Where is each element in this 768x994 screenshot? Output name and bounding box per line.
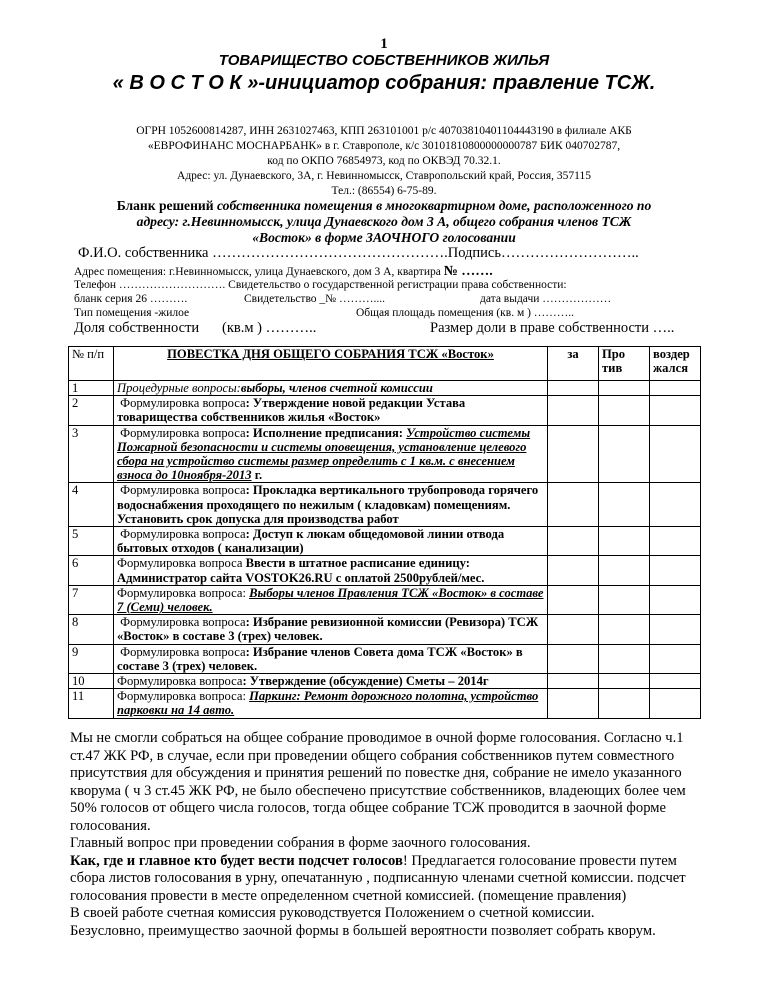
vote-for-cell[interactable] — [548, 381, 599, 396]
vote-for-cell[interactable] — [548, 527, 599, 556]
agenda-item: Формулировка вопроса: Выборы членов Правления ТСЖ «Восток» в составе 7 (Семи) человек. — [114, 585, 548, 614]
vote-for-cell[interactable] — [548, 396, 599, 425]
row-number: 6 — [69, 556, 114, 585]
agenda-row — [69, 556, 701, 585]
row-number: 1 — [69, 381, 114, 396]
row-number: 3 — [69, 425, 114, 483]
col-number-header: № п/п — [69, 347, 114, 381]
vote-abstain-cell[interactable] — [650, 425, 701, 483]
vote-abstain-cell[interactable] — [650, 381, 701, 396]
vote-against-cell[interactable] — [599, 689, 650, 718]
agenda-row — [69, 396, 701, 425]
vote-abstain-cell[interactable] — [650, 674, 701, 689]
apartment-number: № ……. — [443, 264, 493, 279]
paragraph-main-question: Главный вопрос при проведении собрания в форме заочного голосования. — [70, 835, 531, 851]
agenda-row — [69, 527, 701, 556]
vote-for-cell[interactable] — [548, 425, 599, 483]
paragraph-quorum: Мы не смогли собраться на общее собрание проводимое в очной форме голосования. Согласно ч.1 ст.47 ЖК РФ, в случае, если при проведении общего собрания собственников путем совместного присутствия для обсуждения и принятия решений по повестке дня, собрание не имело указанного кворума ( ч 3 ст.45 ЖК РФ, не было обеспечено присутствие собственников, владеющих более чем 50% голосов от общего числа голосов, тогда общее собрание ТСЖ проводится в заочной форме голосования. — [70, 730, 686, 834]
blank-series-field: бланк серия 26 ………. — [74, 293, 188, 305]
row-number: 7 — [69, 585, 114, 614]
agenda-item: Формулировка вопроса: Доступ к люкам общедомовой линии отвода бытовых отходов ( канализации) — [114, 527, 548, 556]
certificate-number-field: Свидетельство _№ ……….... — [244, 293, 386, 305]
form-title-rest: собственника помещения в многоквартирном доме, расположенного по — [213, 198, 652, 213]
ownership-share-unit: (кв.м ) ……….. — [222, 320, 317, 336]
agenda-row — [69, 381, 701, 396]
vote-for-cell[interactable] — [548, 585, 599, 614]
row-number: 11 — [69, 689, 114, 718]
vote-abstain-cell[interactable] — [650, 689, 701, 718]
requisites-line-1: ОГРН 1052600814287, ИНН 2631027463, КПП 263101001 р/с 40703810401104443190 в филиале АКБ — [136, 125, 632, 137]
agenda-row — [69, 644, 701, 673]
vote-against-cell[interactable] — [599, 585, 650, 614]
form-title-lead: Бланк решений — [116, 198, 214, 213]
vote-against-cell[interactable] — [599, 615, 650, 644]
address-field — [74, 264, 493, 280]
row-number: 5 — [69, 527, 114, 556]
col-agenda-header: ПОВЕСТКА ДНЯ ОБЩЕГО СОБРАНИЯ ТСЖ «Восток» — [114, 347, 548, 381]
paragraph-commission: В своей работе счетная комиссия руководствуется Положением о счетной комиссии. — [70, 905, 595, 921]
requisites-line-3: код по ОКПО 76854973, код по ОКВЭД 70.32.1. — [267, 155, 501, 167]
agenda-item: Формулировка вопроса: Паркинг: Ремонт дорожного полотна, устройство парковки на 14 авто. — [114, 689, 548, 718]
issue-date-field: дата выдачи ……………… — [480, 293, 612, 305]
row-number: 8 — [69, 615, 114, 644]
agenda-item: Формулировка вопроса: Прокладка вертикального трубопровода горячего водоснабжения проходящего по нежилым ( кладовкам) помещениям. Установить срок допуска для производства работ — [114, 483, 548, 527]
organization-subtitle: « В О С Т О К »-инициатор собрания: правление ТСЖ. — [112, 72, 656, 94]
form-title-line-2: адресу: г.Невинномысск, улица Дунаевского дом 3 А, общего собрания членов ТСЖ — [136, 214, 632, 229]
row-number: 2 — [69, 396, 114, 425]
vote-against-cell[interactable] — [599, 483, 650, 527]
ownership-share-field: Доля собственности — [74, 320, 200, 336]
vote-abstain-cell[interactable] — [650, 644, 701, 673]
requisites-line-4: Адрес: ул. Дунаевского, 3А, г. Невинномысск, Ставропольский край, Россия, 357115 — [177, 170, 591, 182]
owner-name-signature-line: Ф.И.О. собственника ………………………………………….Подпись……………………….. — [78, 245, 639, 261]
vote-against-cell[interactable] — [599, 527, 650, 556]
requisites-line-5: Тел.: (86554) 6-75-89. — [331, 185, 437, 197]
vote-for-cell[interactable] — [548, 556, 599, 585]
page-number: 1 — [380, 36, 388, 52]
vote-abstain-cell[interactable] — [650, 483, 701, 527]
row-number: 9 — [69, 644, 114, 673]
agenda-item: Формулировка вопроса: Избрание ревизионной комиссии (Ревизора) ТСЖ «Восток» в составе 3 (трех) человек. — [114, 615, 548, 644]
col-abstain-header: воздер жался — [650, 347, 701, 381]
form-title-line-3: «Восток» в форме ЗАОЧНОГО голосовании — [252, 230, 516, 245]
vote-abstain-cell[interactable] — [650, 556, 701, 585]
agenda-item: Формулировка вопроса: Исполнение предписания: Устройство системы Пожарной безопасности и системы оповещения, установление целевого сбора на устройство системы размер определить с 1 кв.м. с внесением взноса до 10ноября-2013 г. — [114, 425, 548, 483]
vote-against-cell[interactable] — [599, 556, 650, 585]
phone-field: Телефон ………………………. Свидетельство о государственной регистрации права собственности: — [74, 279, 567, 291]
agenda-row — [69, 483, 701, 527]
agenda-table — [68, 346, 701, 719]
agenda-row — [69, 615, 701, 644]
address-label: Адрес помещения: г.Невинномысск, улица Дунаевского, дом 3 А, квартира — [74, 266, 441, 278]
agenda-item: Формулировка вопроса: Утверждение новой редакции Устава товарищества собственников жилья «Восток» — [114, 396, 548, 425]
vote-against-cell[interactable] — [599, 381, 650, 396]
vote-abstain-cell[interactable] — [650, 527, 701, 556]
agenda-item: Формулировка вопроса: Избрание членов Совета дома ТСЖ «Восток» в составе 3 (трех) человек. — [114, 644, 548, 673]
paragraph-vote-counting: Как, где и главное кто будет вести подсчет голосов! Предлагается голосование провести путем сбора листов голосования в урну, опечатанную , подписанную членами счетной комиссии. подсчет голосования провести в месте определенном счетной комиссией. (помещение правления) — [70, 852, 686, 904]
form-title — [0, 198, 768, 214]
paragraph-advantage: Безусловно, преимущество заочной формы в большей вероятности позволяет собрать кворум. — [70, 922, 656, 939]
vote-against-cell[interactable] — [599, 396, 650, 425]
col-against-header: Про тив — [599, 347, 650, 381]
share-size-field: Размер доли в праве собственности ….. — [430, 320, 675, 336]
agenda-row — [69, 585, 701, 614]
agenda-item: Формулировка вопроса: Утверждение (обсуждение) Сметы – 2014г — [114, 674, 548, 689]
vote-for-cell[interactable] — [548, 689, 599, 718]
agenda-item: Формулировка вопроса Ввести в штатное расписание единицу: Администратор сайта VOSTOK26.RU с оплатой 2500рублей/мес. — [114, 556, 548, 585]
agenda-item: Процедурные вопросы:выборы, членов счетной комиссии — [114, 381, 548, 396]
vote-against-cell[interactable] — [599, 644, 650, 673]
requisites-line-2: «ЕВРОФИНАНС МОСНАРБАНК» в г. Ставрополе, к/с 30101810800000000787 БИК 040702787, — [147, 140, 621, 152]
row-number: 10 — [69, 674, 114, 689]
vote-abstain-cell[interactable] — [650, 585, 701, 614]
room-type-field: Тип помещения -жилое — [74, 307, 190, 319]
agenda-row — [69, 425, 701, 483]
total-area-field: Общая площадь помещения (кв. м ) ……….. — [356, 307, 575, 319]
vote-against-cell[interactable] — [599, 425, 650, 483]
col-for-header: за — [548, 347, 599, 381]
agenda-row — [69, 689, 701, 718]
vote-for-cell[interactable] — [548, 615, 599, 644]
agenda-header-row — [69, 347, 701, 381]
explanation-text — [70, 730, 710, 940]
vote-for-cell[interactable] — [548, 674, 599, 689]
vote-against-cell[interactable] — [599, 674, 650, 689]
row-number: 4 — [69, 483, 114, 527]
vote-for-cell[interactable] — [548, 644, 599, 673]
vote-abstain-cell[interactable] — [650, 396, 701, 425]
agenda-row — [69, 674, 701, 689]
organization-title: ТОВАРИЩЕСТВО СОБСТВЕННИКОВ ЖИЛЬЯ — [218, 52, 550, 69]
vote-for-cell[interactable] — [548, 483, 599, 527]
vote-abstain-cell[interactable] — [650, 615, 701, 644]
